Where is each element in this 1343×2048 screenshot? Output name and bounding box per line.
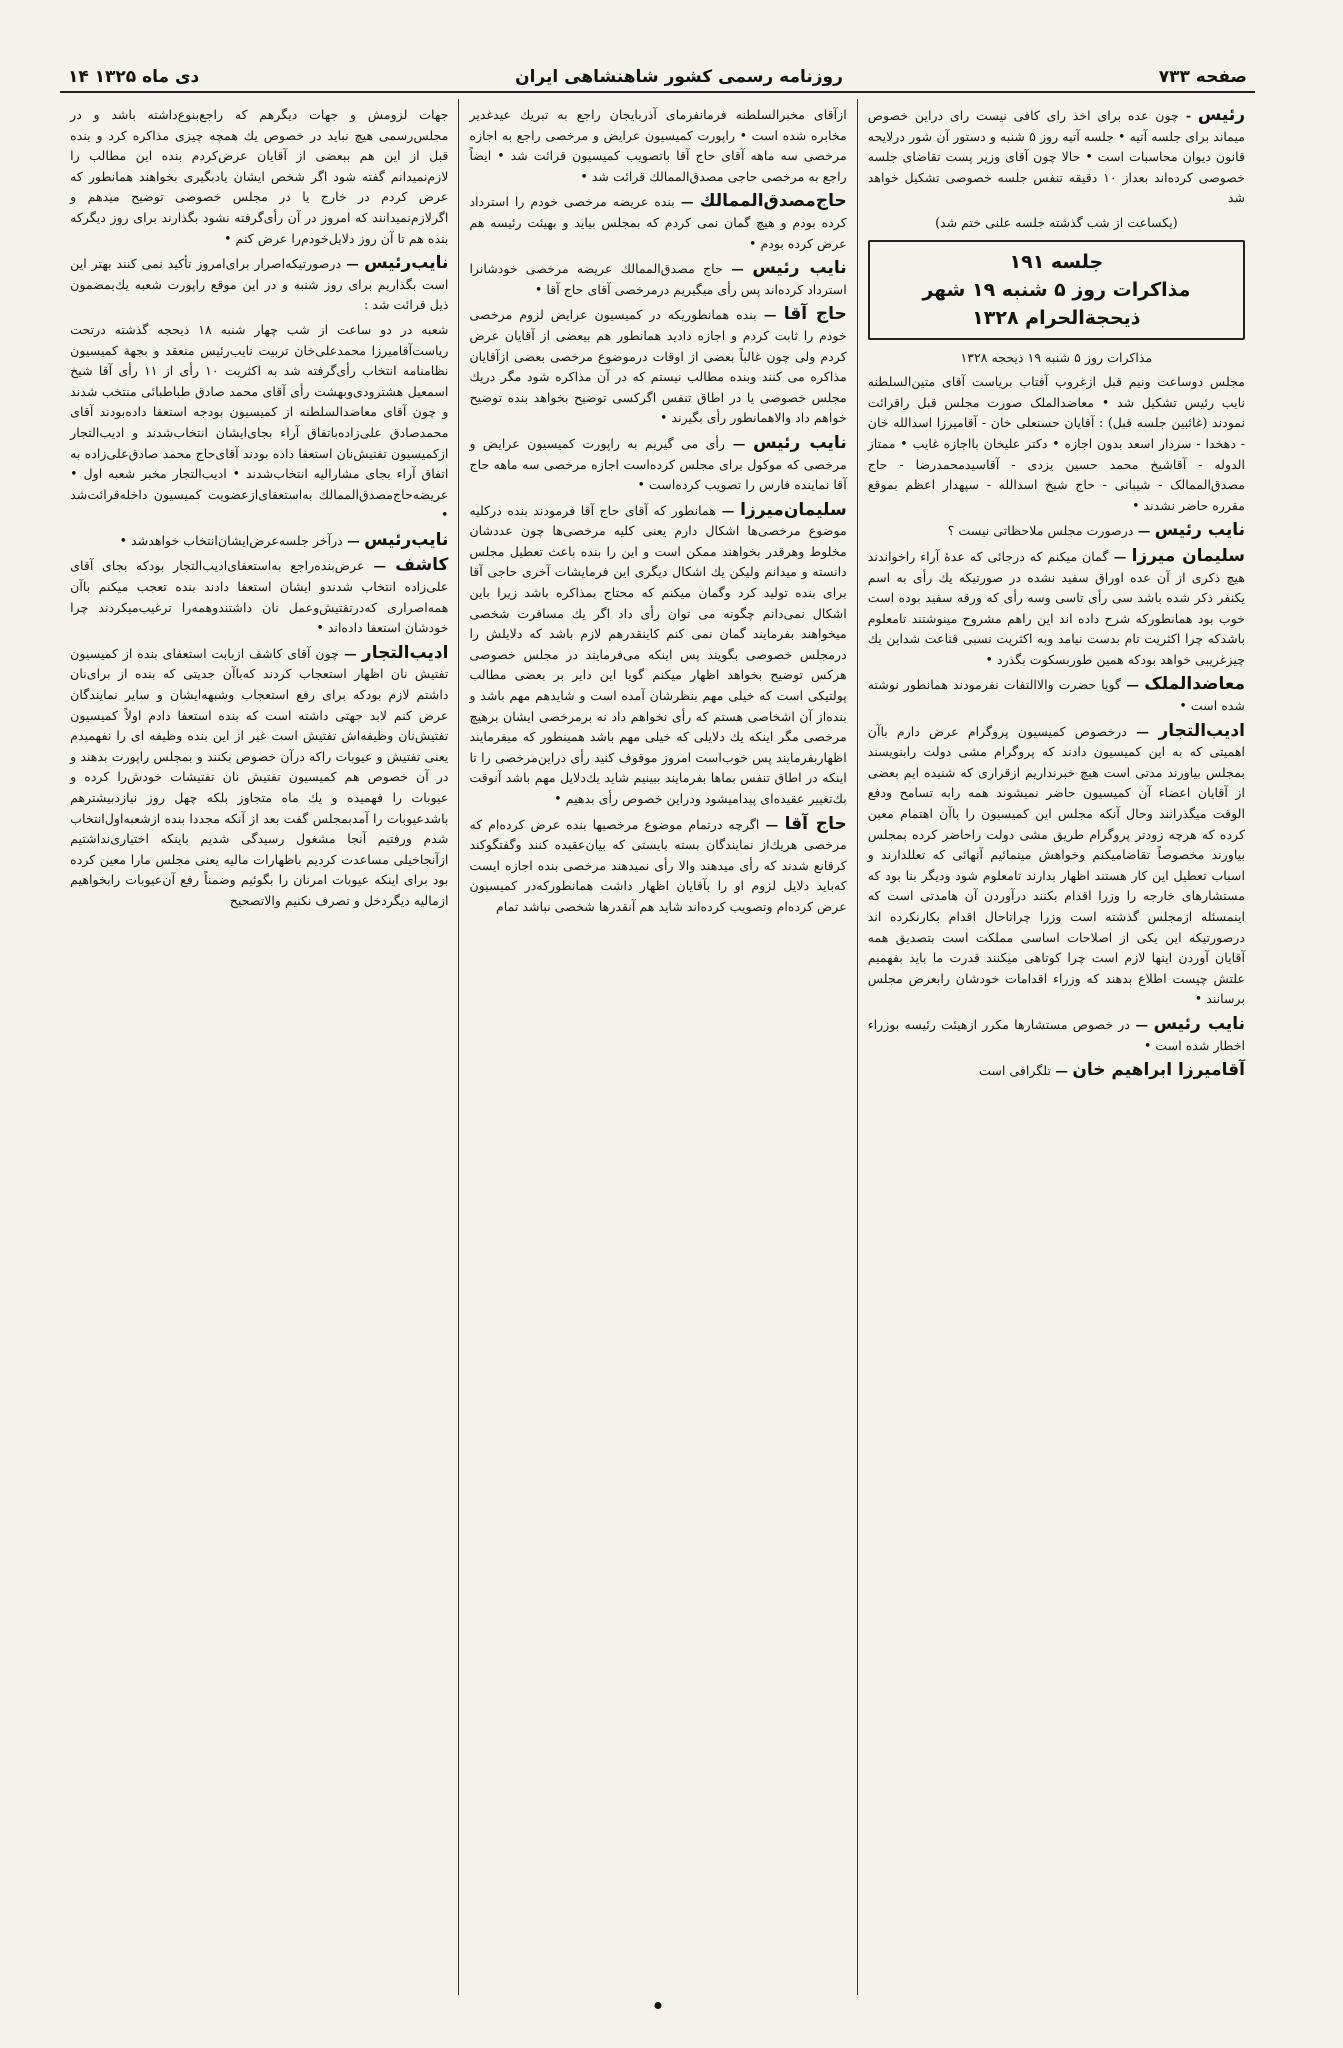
speech-text: گمان میکنم که درجائی که عدهٔ آراء راخواندند هیچ ذکری از آن عده اوراق سفید نشده در صورتیکه یك رأی به اسم یکنفر ذکر شده باشد سی رأی تاسی وسه رأی که ورقه سفید بوده است خوب بود همانطورکه شرح داده اند این راهم مشروح مینوشتند تامعلوم باشدکه چرا اکثریت تام بدست نیامد وبه اکثریت نسبی قناعت شداین یك چیزغریبی خواهد بودکه همین طوربسکوت بگذرد • [867,548,1245,667]
column-intro: ازآقای مخبرالسلطنه فرمانفرمای آذربایجان راجع به تبریك عیدغدیر مخابره شده است • راپورت کمیسیون عرایض و مرخصی راجع به اجازه مرخصی سه ماهه آقای حاج آقا باتصویب کمیسیون قرائت شد • ایضاً راجع به مرخصی حاجی مصدق‌الممالك قرائت شد • [469,107,847,184]
session-subline: مذاکرات روز ۵ شنبه ۱۹ ذیحجه ۱۳۲۸ [960,349,1153,365]
speech-block [70,320,448,526]
session-headline: مذاکرات روز ۵ شنبه ۱۹ شهر ذیحجة‌الحرام ۱۳۲۸ [922,278,1191,329]
session-heading-box [868,240,1245,340]
speaker-name: نایب رئیس [753,432,847,453]
speech-block: سلیمان‌میرزا — همانطور که آقای حاج آقا فرمودند بنده درکلیه موضوع مرخصی‌ها اشکال دارم یعنی کلیه مرخصی‌ها چون عددشان مخلوط وهرقدر بخواهند ممکن است و این را بنده باعث تعطیل مجلس دانسته و میدانم ولیکن یك اشکال دیگری این فرمایشات آخری حاجی آقا برای بنده تولید کرد وگمان میکنم که محتاج بمذاکره باشد زیرا باین اشکال نمی‌دانم چگونه می توان رأی داد اگر یك مسافرت شخصی میخواهند بفرمایند گمان نمی کنم کاینقدرهم لازم باشد که دلایلش را درمجلس خصوصی بگویند پس اینکه می‌فرمایند در مجلس خصوصی هرکس توضیح بخواهد اظهار میکنم گویا این دایر بر بعضی مطالب پولتیکی است که خیلی مهم بنظرشان آمده است و شایدهم مهم باشد و بنده‌از آن اشخاصی هستم که رأی نخواهم داد نه برمرخصی ایشان برهیچ مرخصی مگر اینکه یك دلایلی که خیلی مهم باشد همینطور که میفرمایند اظهاربفرمایند پس خوب‌است امروز موقوف کنید رأی دراین‌مرخصی را تا اینکه در اطاق تنفس بماها بفرمایند ببینیم شاید یك‌دلایل مهم باشد آنوقت بك‌تغییر عقیده‌ای پیدامیشود ودراین خصوص رأی بدهیم • [469,499,847,806]
speech-text: بنده عریضه مرخصی خودم را استرداد کرده بودم و هیچ گمان نمی کردم که بمجلس بیاید و بهیئت رئیسه هم عرض کرده بودم • [469,194,847,251]
session-opening: مجلس دوساعت ونیم قبل ازغروب آفتاب بریاست آقای متین‌السلطنه نایب رئیس تشکیل شد • معاضدالملک صورت مجلس قبل راقرائت نمودند (غائبین جلسه قبل) : آقایان حسنعلی خان - آقامیرزا اسدالله خان - دهخدا - سردار اسعد بدون اجازه • دکتر علیخان بااجازه غایب • ممتاز الدوله - آقاشیخ محمد حسین یزدی - آقاسیدمحمدرضا - حاج مصدق‌الممالک - شیبانی - حاج شیخ اسدالله - سپهدار اعظم بموقع مقرره حاضر نشدند • [867,374,1245,513]
speech-block: کاشف — عرض‌بنده‌راجع به‌استعفای‌ادیب‌التجار بودکه بجای آقای علی‌زاده انتخاب شدندو ایشان استعفا دادند بنده تعجب میکنم باآن همه‌اصراری که‌در‌تفتیش‌وعمل نان داشتندوهمه‌را ترغیب‌میکردند چرا خودشان استعفا داده‌اند • [70,555,449,636]
speaker-name: نایب رئیس [752,258,847,279]
speeches-list [70,253,448,911]
speech-text: تلگرافی است [978,1063,1051,1079]
speech-text: درآخر جلسه‌عرض‌ایشان‌انتخاب خواهدشد • [119,532,343,548]
gazette-page [60,55,1255,1995]
speech-text: همانطور که آقای حاج آقا فرمودند بنده درکلیه موضوع مرخصی‌ها اشکال دارم یعنی کلیه مرخصی‌ها چون عددشان مخلوط وهرقدر بخواهند ممکن است و این را بنده باعث تعطیل مجلس دانسته و میدانم ولیکن یك اشکال دیگری این فرمایشات آخری حاجی آقا برای بنده تولید کرد وگمان میکنم که محتاج بمذاکره باشد زیرا باین اشکال نمی‌دانم چگونه می توان رأی داد اگر یك مسافرت شخصی میخواهند بفرمایند گمان نمی کنم کاینقدرهم لازم باشد که دلایلش را درمجلس خصوصی بگویند پس اینکه می‌فرمایند در مجلس خصوصی هرکس توضیح بخواهد اظهار میکنم گویا این دایر بر بعضی مطالب پولتیکی است که خیلی مهم بنظرشان آمده است و شایدهم مهم باشد و بنده‌از آن اشخاصی هستم که رأی نخواهم داد نه برمرخصی ایشان برهیچ مرخصی مگر اینکه یك دلایلی که خیلی مهم باشد همینطور که میفرمایند اظهاربفرمایند پس خوب‌است امروز موقوف کنید رأی دراین‌مرخصی را تا اینکه در اطاق تنفس بماها بفرمایند ببینیم شاید یك‌دلایل مهم باشد آنوقت بك‌تغییر عقیده‌ای پیدامیشود ودراین خصوص رأی بدهیم • [469,502,847,806]
speaker-name: سلیمان‌میرزا [740,499,847,520]
speaker-name: حاج آقا [783,304,847,325]
speech-text: اگرچه درتمام موضوع مرخصیها بنده عرض کرده‌ام که مرخصی هریك‌از نمایندگان بسته بایستی که بیان‌عقیده کنند وگفتگوکند کرقانع شدند که رأی میدهند والا رأی نمیدهند مرخصی بنده اجازه ایست که‌باید دلایل لزوم او را بآقایان اظهار داشت همانطورکه‌در کمیسیون عرض کرده‌ام وتصویب کرده‌اند شاید هم آنقدرها شخصی نباشد تمام [469,816,847,914]
speech-block: نایب‌رئیس — درصورتیکه‌اصرار برای‌امروز تأکید نمی کنند بهتر این است بگذاریم برای روز شنبه و در این موقع راپورت شعبه یك‌بمضمون ذیل قرائت شد : [70,253,449,313]
speech-text: عرض‌بنده‌راجع به‌استعفای‌ادیب‌التجار بودکه بجای آقای علی‌زاده انتخاب شدندو ایشان استعفا دادند بنده تعجب میکنم باآن همه‌اصراری که‌در‌تفتیش‌وعمل نان داشتندوهمه‌را ترغیب‌میکردند چرا خودشان استعفا داده‌اند • [70,558,449,636]
speech-text: رأی می گیریم به راپورت کمیسیون عرایض و مرخصی که موکول برای مجلس کرده‌است اجازه مرخصی سه ماهه حاج آقا نماینده فارس را تصویب کرده‌است • [469,435,847,493]
speech-text: چون آقای کاشف ازبابت استعفای بنده از کمیسیون تفتیش نان اظهار استعجاب کردند که‌باآن جدیتی که بنده از برای‌نان داشتم لازم بودکه برای رفع استعجاب وشبهه‌ایشان و سایر نمایندگان عرض کنم لابد جهتی داشته است که بنده استعفا دادم اولاً کمیسیون تفتیش‌نان وظیفه‌اش تفتیش است غیر از این بنده وظیفه ای را نفهمیدم یعنی تفتیش و عیوبات راکه در‌آن خصوص بکنند و بمجلس راپورت بدهند و در آن خصوص هم کمیسیون تفتیش نان تفتیشات خودش‌را کرده و عیوبات را فهمیده و یك ماه متجاوز بلکه چهل روز نیاز‌دبیشترهم باشدعیوبات را آمدبمجلس گفت بعد از آنکه مجددا بنده ازشعبه‌اول‌انتخاب شدم ورفتیم آنجا مشغول رسیدگی شدیم باینکه اختیاری‌نداشتیم ازآنجاخیلی مساعدت کردیم باظهارات مالیه یعنی مجلس مارا معین کرده بود برای اینکه عیوبات امرنان را بگوئیم وضمناً رفع آن‌عیوبات رابخواهیم ازمالیه دیگردخل و تصرف نکنیم والاتصحیح [70,645,449,908]
speaker-name: حاج آقا [784,813,847,834]
speech-block: ادیب‌التجار — چون آقای کاشف ازبابت استعفای بنده از کمیسیون تفتیش نان اظهار استعجاب کردند که‌باآن جدیتی که بنده از برای‌نان داشتم لازم بودکه برای رفع استعجاب وشبهه‌ایشان و سایر نمایندگان عرض کنم لابد جهتی داشته است که بنده استعفا دادم اولاً کمیسیون تفتیش‌نان وظیفه‌اش تفتیش است غیر از این بنده وظیفه ای را نفهمیدم یعنی تفتیش و عیوبات راکه در‌آن خصوص بکنند و بمجلس راپورت بدهند و در آن خصوص هم کمیسیون تفتیش نان تفتیشات خودش‌را کرده و عیوبات را فهمیده و یك ماه متجاوز بلکه چهل روز نیاز‌دبیشترهم باشدعیوبات را آمدبمجلس گفت بعد از آنکه مجددا بنده ازشعبه‌اول‌انتخاب شدم ورفتیم آنجا مشغول رسیدگی شدیم باینکه اختیاری‌نداشتیم ازآنجاخیلی مساعدت کردیم باظهارات مالیه یعنی مجلس مارا معین کرده بود برای اینکه عیوبات امرنان را بگوئیم وضمناً رفع آن‌عیوبات رابخواهیم ازمالیه دیگردخل و تصرف نکنیم والاتصحیح [70,642,449,908]
speech-block: حاج آقا — بنده همانطوریکه در کمیسیون عرایض لزوم مرخصی خودم را ثابت کردم و اجازه دادید همانطور هم بیعضی از آقایان عرض کردم ولی چون غالباً بعضی از اوقات درموضوع مرخصی بعضی ازآقایان مذاکره می کنند وبنده مطالب نیستم که در آن مذاکره شود مگر دریك مجلس خصوصی یا در اطاق تنفس اگرکسی توضیح بخواهد بنده توضیح خواهم داد والاهمانطور رأی بگیرند • [469,304,847,426]
speech-text: در خصوص مستشارها مکرر ازهیئت رئیسه بوزراء اخطار شده است • [867,1016,1245,1053]
speaker-name: کاشف [395,555,449,576]
columns [60,99,1255,1995]
page-ornament-dot [654,2002,661,2009]
column-middle [458,99,856,1995]
column-intro: جهات لزومش و جهات دیگرهم که راجع‌بنوع‌داشته باشد و در مجلس‌رسمی هیچ نباید در خصوص یك همچه چیزی مذاکره کرد و بنده قبل از این هم ببعضی از آقایان عرض‌کردم بنده این مطالب را لازم‌نمیدانم گفته شود اگر شخص ایشان یادبگیری بخواهند همانطور که عرض کردم در خارج یا در مجلس خصوصی توضیح میدهم و اگرلازم‌نمیدانند که امروز در آن رأی‌گرفته نشود بگذارند برای روز دیگرکه بنده هم تا آن روز دلایل‌خودم‌را عرض کنم • [70,107,449,246]
speaker-name: نایب رئیس [1153,1013,1245,1034]
speech-block: حاج آقا — اگرچه درتمام موضوع مرخصیها بنده عرض کرده‌ام که مرخصی هریك‌از نمایندگان بسته بایستی که بیان‌عقیده کنند وگفتگوکند کرقانع شدند که رأی میدهند والا رأی نمیدهند مرخصی بنده اجازه ایست که‌باید دلایل لزوم او را بآقایان اظهار داشت همانطورکه‌در کمیسیون عرض کرده‌ام وتصویب کرده‌اند شاید هم آنقدرها شخصی نباشد تمام [469,813,847,914]
session-number: جلسه ۱۹۱ [1009,250,1104,273]
speaker-name: معاضدالملک [1144,674,1245,695]
speaker-name: رئیس [1197,105,1245,125]
speech-text: درصورتیکه‌اصرار برای‌امروز تأکید نمی کنند بهتر این است بگذاریم برای روز شنبه و در این موقع راپورت شعبه یك‌بمضمون ذیل قرائت شد : [70,256,449,313]
column-right [857,99,1255,1995]
speech-text: گویا حضرت والاالتفات نفرمودند همانطور نوشته شده است • [867,677,1245,714]
speaker-name: حاج‌مصدق‌الممالك [699,191,847,212]
speech-block: نایب رئیس — حاج مصدق‌الممالك عریضه مرخصی خودشانرا استرداد کرده‌اند پس رأی میگیریم درمرخصی آقای حاج آقا • [469,258,847,297]
header-divider [60,91,1255,93]
speaker-name: سلیمان میرزا [1131,545,1245,566]
speech-block: ادیب‌التجار — درخصوص کمیسیون پروگرام عرض دارم باآن اهمیتی که به این کمیسیون دادند که پروگرام مشی دولت رابنویسند بمجلس بیاورند مدتی است هیچ خبرنداریم ازقراری که شنیده ایم بعضی از آقایان اعضاء آن کمیسیون حاضر نمیشوند همه رابه تسامح ودفع الوقت میگذرانند وحال آنکه مجلس این کمیسیون را باآن اهتمام معین کرده که هرچه زودتر پروگرام طریق مشی دولت راحاضر کرده بمجلس بیاورند مخصوصاً تقاضامیکنم وخواهش مینمائیم آنهائی که تعللدارند و اسباب تعطیل این کار هستند اظهار بدارند تامعلوم شود ودیگر بنا بود که مستشارهای خارجه را وزرا اقدام بکنند درآوردن آن هامدتی است که اینمسئله ازمجلس گذشته است وزرا چراتاحال اقدام بکارنکرده اند درصورتیکه این یکی از اصلاحات اساسی مملکت است بتصدیق همه آقایان آوردن اینها لازم است چرا کوتاهی میکنند قدرت ما باید بفهمیم علتش چیست اطلاع بدهند که وزراء اقدامات خودشان رابعرض مجلس برسانند • [867,720,1245,1007]
closing-note: (یکساعت از شب گذشته جلسه علنی ختم شد) [935,214,1178,230]
speech-block: نایب رئیس — رأی می گیریم به راپورت کمیسیون عرایض و مرخصی که موکول برای مجلس کرده‌است اجازه مرخصی سه ماهه حاج آقا نماینده فارس را تصویب کرده‌است • [469,432,847,493]
speaker-name: ادیب‌التجار [361,642,449,663]
speech-block: معاضدالملک — گویا حضرت والاالتفات نفرمودند همانطور نوشته شده است • [867,674,1245,714]
speech-block: سلیمان میرزا — گمان میکنم که درجائی که عدهٔ آراء راخواندند هیچ ذکری از آن عده اوراق سفید نشده در صورتیکه یك رأی به اسم یکنفر ذکر شده باشد سی رأی تاسی وسه رأی که ورقه سفید بوده است خوب بود همانطورکه شرح داده اند این راهم مشروح مینوشتند تامعلوم باشدکه چرا اکثریت تام بدست نیامد وبه اکثریت نسبی قناعت شداین یك چیزغریبی خواهد بودکه همین طوربسکوت بگذرد • [867,545,1245,667]
speaker-name: نایب‌رئیس [364,253,449,274]
header-date: ۱۴ دی ماه ۱۳۲۵ [68,67,200,87]
speaker-name: نایب‌رئیس [364,529,449,550]
speech-block: رئیس - چون عده برای اخذ رای کافی نیست رای دراین خصوص میماند برای جلسه آتیه • جلسه آتیه روز ۵ شنبه و دستور آن شور درلایحه قانون دیوان محاسبات است • حالا چون آقای وزیر پست تقاضای جلسه خصوصی کرده‌اند بعداز ۱۰ دقیقه تنفس جلسه خصوصی تشکیل خواهد شد [867,105,1245,206]
speech-text: بنده همانطوریکه در کمیسیون عرایض لزوم مرخصی خودم را ثابت کردم و اجازه دادید همانطور هم بیعضی از آقایان عرض کردم ولی چون غالباً بعضی از اوقات درموضوع مرخصی بعضی ازآقایان مذاکره می کنند وبنده مطالب نیستم که در آن مذاکره شود مگر دریك مجلس خصوصی یا در اطاق تنفس اگرکسی توضیح بخواهد بنده توضیح خواهم داد والاهمانطور رأی بگیرند • [469,307,847,426]
speech-block: حاج‌مصدق‌الممالك — بنده عریضه مرخصی خودم را استرداد کرده بودم و هیچ گمان نمی کردم که بمجلس بیاید و بهیئت رئیسه هم عرض کرده بودم • [469,191,847,251]
header-title: روزنامه رسمی کشور شاهنشاهی ایران [515,67,843,87]
column-left [60,99,458,1995]
speech-text: درخصوص کمیسیون پروگرام عرض دارم باآن اهمیتی که به این کمیسیون دادند که پروگرام مشی دولت رابنویسند بمجلس بیاورند مدتی است هیچ خبرنداریم ازقراری که شنیده ایم بعضی از آقایان اعضاء آن کمیسیون حاضر نمیشوند همه رابه تسامح ودفع الوقت میگذرانند وحال آنکه مجلس این کمیسیون را باآن اهتمام معین کرده که هرچه زودتر پروگرام طریق مشی دولت راحاضر کرده بمجلس بیاورند مخصوصاً تقاضامیکنم وخواهش مینمائیم آنهائی که تعللدارند و اسباب تعطیل این کار هستند اظهار بدارند تامعلوم شود ودیگر بنا بود که مستشارهای خارجه را وزرا اقدام بکنند درآوردن آن هامدتی است که اینمسئله ازمجلس گذشته است وزرا چراتاحال اقدام بکارنکرده اند درصورتیکه این یکی از اصلاحات اساسی مملکت است بتصدیق همه آقایان آوردن اینها لازم است چرا کوتاهی میکنند قدرت ما باید بفهمیم علتش چیست اطلاع بدهند که وزراء اقدامات خودشان رابعرض مجلس برسانند • [867,723,1245,1007]
speeches-list [868,520,1245,1081]
speech-block: نایب‌رئیس — درآخر جلسه‌عرض‌ایشان‌انتخاب خواهدشد • [119,529,449,550]
speech-block: نایب رئیس — درصورت مجلس ملاحظاتی نیست ؟ [947,520,1245,541]
speech-block: آقامیرزا ابراهیم خان — تلگرافی است [978,1060,1245,1081]
speaker-name: نایب رئیس [1154,520,1245,541]
speech-text: درصورت مجلس ملاحظاتی نیست ؟ [947,523,1134,539]
header-page-number: صفحه ۷۳۳ [1158,67,1247,87]
page-header [60,55,1255,87]
speech-text: چون عده برای اخذ رای کافی نیست رای دراین خصوص میماند برای جلسه آتیه • جلسه آتیه روز ۵ شنبه و دستور آن شور درلایحه قانون دیوان محاسبات است • حالا چون آقای وزیر پست تقاضای جلسه خصوصی کرده‌اند بعداز ۱۰ دقیقه تنفس جلسه خصوصی تشکیل خواهد شد [867,108,1245,206]
speech-text: حاج مصدق‌الممالك عریضه مرخصی خودشانرا استرداد کرده‌اند پس رأی میگیریم درمرخصی آقای حاج آقا • [469,261,847,297]
speaker-name: آقامیرزا ابراهیم خان [1072,1060,1245,1081]
speech-block: نایب رئیس — در خصوص مستشارها مکرر ازهیئت رئیسه بوزراء اخطار شده است • [867,1013,1245,1053]
speeches-list [469,191,846,917]
speaker-name: ادیب‌التجار [1158,720,1245,741]
speech-text: شعبه در دو ساعت از شب چهار شنبه ۱۸ ذیحجه گذشته درتحت ریاست‌آقامیرزا محمدعلی‌خان تربیت نایب‌رئیس منعقد و بجهة کمیسیون نظامنامه انتخاب رأی‌گرفته شد به اکثریت ۱۰ رأی از ۱۱ رأی آقا شیخ اسمعیل هشترودی‌وبهشت رأی آقای محمد صادق طباطبائی منتخب شدند و چون آقای معاضدالسلطنه از کمیسیون بودجه استعفا داده‌بودند آقای محمدصادق علی‌زاده‌باتفاق آراء بجای‌ایشان انتخاب‌شدند و ادیب‌التجار ازکمیسیون تفتیش‌نان استعفا داده بودند آقای‌حاج محمد صادق‌علی‌زاده به اتفاق آراء بجای مشارالیه انتخاب‌شدند • ادیب‌التجار مخبر شعبه اول • عریضه‌حاج‌مصدق‌الممالك به‌استعفای‌ازعضویت کمیسیون داخله‌قرائت‌شد • [70,321,449,523]
